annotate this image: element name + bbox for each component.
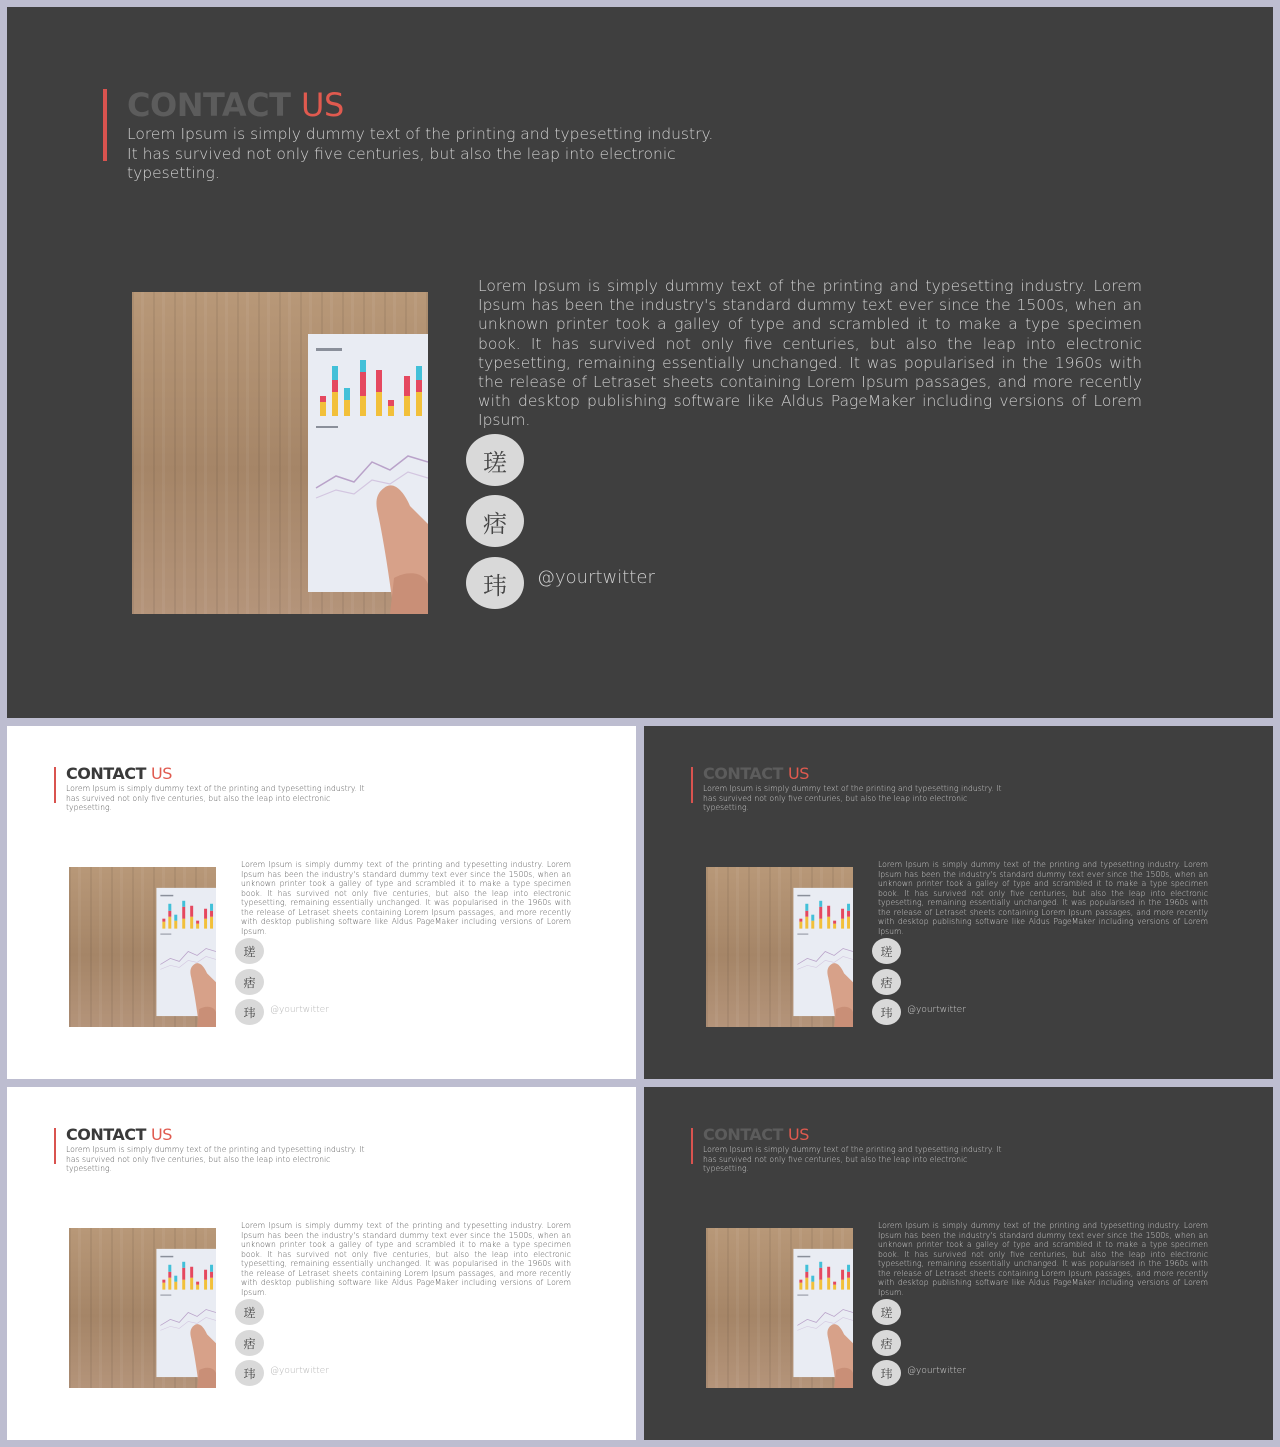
- slide-title: [703, 1125, 809, 1145]
- slide-subtitle: Lorem Ipsum is simply dummy text of the printing and typesetting industry. It has survived not only five centuries, but also the leap into electronic typesetting.: [66, 784, 365, 813]
- twitter-handle[interactable]: @yourtwitter: [907, 1366, 966, 1376]
- slide-title: [127, 85, 344, 125]
- body-paragraph: Lorem Ipsum is simply dummy text of the printing and typesetting industry. Lorem Ipsum has been the industry's standard dummy text ever since the 1500s, when an unknown printer took a galley of type and scrambled it to make a type specimen book. It has survived not only five centuries, but also the leap into electronic typesetting, remaining essentially unchanged. It was popularised in the 1960s with the release of Letraset sheets containing Lorem Ipsum passages, and more recently with desktop publishing software like Aldus PageMaker including versions of Lorem Ipsum.: [878, 1221, 1208, 1297]
- contact-icon-2: 痞: [466, 495, 524, 547]
- twitter-icon: 玮: [235, 999, 264, 1025]
- accent-bar: [103, 89, 107, 161]
- slide-thumb-light-2[interactable]: [7, 1087, 636, 1440]
- chart-photo: [69, 867, 216, 1027]
- contact-icon-1: 瑳: [235, 938, 264, 964]
- body-paragraph: Lorem Ipsum is simply dummy text of the printing and typesetting industry. Lorem Ipsum has been the industry's standard dummy text ever since the 1500s, when an unknown printer took a galley of type and scrambled it to make a type specimen book. It has survived not only five centuries, but also the leap into electronic typesetting, remaining essentially unchanged. It was popularised in the 1960s with the release of Letraset sheets containing Lorem Ipsum passages, and more recently with desktop publishing software like Aldus PageMaker including versions of Lorem Ipsum.: [241, 860, 571, 936]
- title-word-contact: CONTACT: [703, 1125, 783, 1144]
- twitter-icon: 玮: [235, 1360, 264, 1386]
- slide-title: [66, 1125, 172, 1145]
- twitter-icon: 玮: [872, 999, 901, 1025]
- accent-bar: [691, 767, 693, 803]
- chart-photo-illustration: [706, 1228, 853, 1388]
- twitter-handle[interactable]: @yourtwitter: [270, 1366, 329, 1376]
- slide-thumb-dark-1[interactable]: [644, 726, 1273, 1079]
- title-word-us: US: [151, 764, 172, 783]
- slide-title: [66, 764, 172, 784]
- contact-icon-2: 痞: [872, 1330, 901, 1356]
- accent-bar: [54, 767, 56, 803]
- slide-main[interactable]: [7, 7, 1273, 718]
- contact-icon-2: 痞: [235, 969, 264, 995]
- twitter-handle[interactable]: @yourtwitter: [270, 1005, 329, 1015]
- slide-subtitle: Lorem Ipsum is simply dummy text of the printing and typesetting industry. It has survived not only five centuries, but also the leap into electronic typesetting.: [703, 1145, 1002, 1174]
- chart-photo-illustration: [69, 867, 216, 1027]
- twitter-icon: 玮: [466, 557, 524, 609]
- chart-photo: [132, 292, 428, 614]
- title-word-us: US: [151, 1125, 172, 1144]
- body-paragraph: Lorem Ipsum is simply dummy text of the printing and typesetting industry. Lorem Ipsum has been the industry's standard dummy text ever since the 1500s, when an unknown printer took a galley of type and scrambled it to make a type specimen book. It has survived not only five centuries, but also the leap into electronic typesetting, remaining essentially unchanged. It was popularised in the 1960s with the release of Letraset sheets containing Lorem Ipsum passages, and more recently with desktop publishing software like Aldus PageMaker including versions of Lorem Ipsum.: [878, 860, 1208, 936]
- contact-icon-1: 瑳: [466, 434, 524, 486]
- slide-subtitle: Lorem Ipsum is simply dummy text of the printing and typesetting industry. It has survived not only five centuries, but also the leap into electronic typesetting.: [703, 784, 1002, 813]
- chart-photo: [706, 867, 853, 1027]
- contact-icon-1: 瑳: [872, 938, 901, 964]
- chart-photo-illustration: [706, 867, 853, 1027]
- title-word-us: US: [301, 86, 344, 124]
- accent-bar: [54, 1128, 56, 1164]
- title-word-contact: CONTACT: [66, 1125, 146, 1144]
- contact-icon-2: 痞: [235, 1330, 264, 1356]
- accent-bar: [691, 1128, 693, 1164]
- slide-thumb-light-1[interactable]: [7, 726, 636, 1079]
- twitter-icon: 玮: [872, 1360, 901, 1386]
- title-word-contact: CONTACT: [703, 764, 783, 783]
- chart-photo: [706, 1228, 853, 1388]
- contact-icon-1: 瑳: [872, 1299, 901, 1325]
- title-word-contact: CONTACT: [127, 86, 291, 124]
- title-word-us: US: [788, 1125, 809, 1144]
- contact-icon-1: 瑳: [235, 1299, 264, 1325]
- slide-title: [703, 764, 809, 784]
- slide-thumb-dark-2[interactable]: [644, 1087, 1273, 1440]
- twitter-handle[interactable]: @yourtwitter: [537, 567, 655, 588]
- twitter-handle[interactable]: @yourtwitter: [907, 1005, 966, 1015]
- slide-subtitle: Lorem Ipsum is simply dummy text of the printing and typesetting industry. It has survived not only five centuries, but also the leap into electronic typesetting.: [127, 125, 714, 182]
- title-word-us: US: [788, 764, 809, 783]
- body-paragraph: Lorem Ipsum is simply dummy text of the printing and typesetting industry. Lorem Ipsum has been the industry's standard dummy text ever since the 1500s, when an unknown printer took a galley of type and scrambled it to make a type specimen book. It has survived not only five centuries, but also the leap into electronic typesetting, remaining essentially unchanged. It was popularised in the 1960s with the release of Letraset sheets containing Lorem Ipsum passages, and more recently with desktop publishing software like Aldus PageMaker including versions of Lorem Ipsum.: [241, 1221, 571, 1297]
- title-word-contact: CONTACT: [66, 764, 146, 783]
- chart-photo-illustration: [69, 1228, 216, 1388]
- body-paragraph: Lorem Ipsum is simply dummy text of the printing and typesetting industry. Lorem Ipsum has been the industry's standard dummy text ever since the 1500s, when an unknown printer took a galley of type and scrambled it to make a type specimen book. It has survived not only five centuries, but also the leap into electronic typesetting, remaining essentially unchanged. It was popularised in the 1960s with the release of Letraset sheets containing Lorem Ipsum passages, and more recently with desktop publishing software like Aldus PageMaker including versions of Lorem Ipsum.: [478, 277, 1142, 430]
- chart-photo-illustration: [132, 292, 428, 614]
- slide-subtitle: Lorem Ipsum is simply dummy text of the printing and typesetting industry. It has survived not only five centuries, but also the leap into electronic typesetting.: [66, 1145, 365, 1174]
- chart-photo: [69, 1228, 216, 1388]
- contact-icon-2: 痞: [872, 969, 901, 995]
